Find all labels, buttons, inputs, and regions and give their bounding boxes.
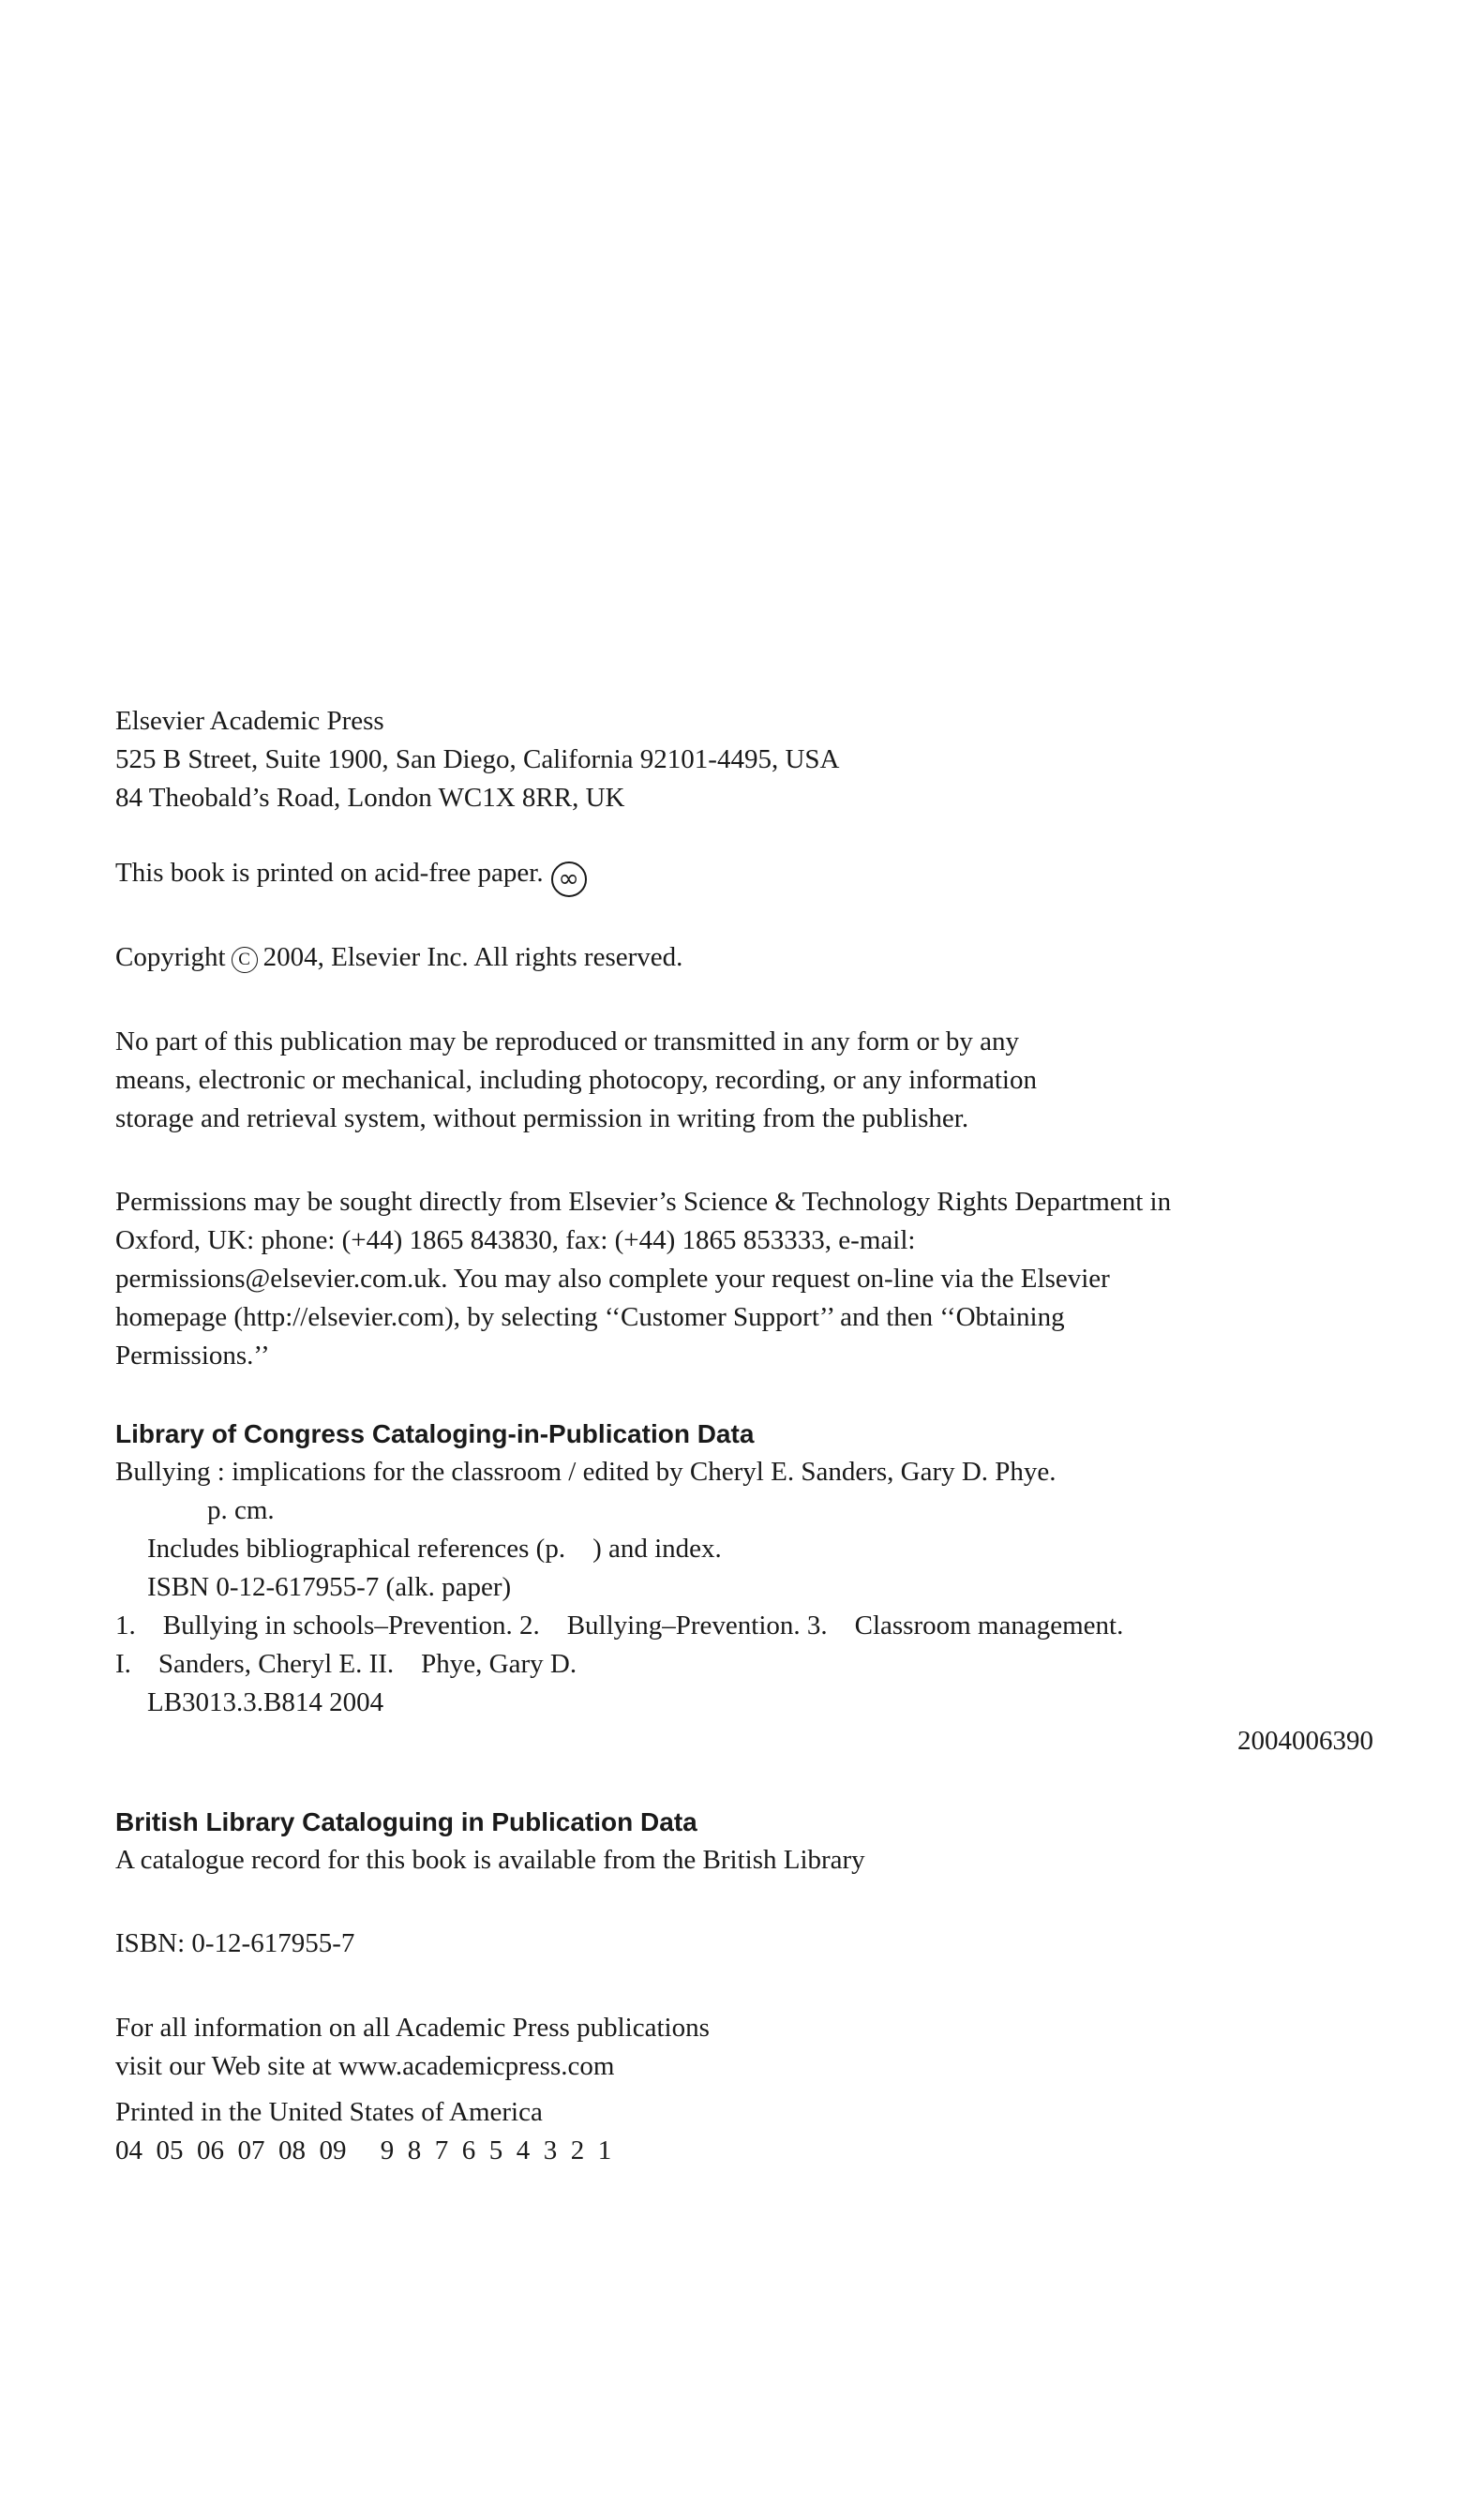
publisher-address-uk: 84 Theobald’s Road, London WC1X 8RR, UK (115, 783, 625, 813)
info-line: For all information on all Academic Press publications (115, 2013, 710, 2043)
publisher-block (115, 702, 1372, 817)
permissions-line: Permissions may be sought directly from Elsevier’s Science & Technology Rights Department in (115, 1187, 1172, 1217)
permissions-line: Permissions.’’ (115, 1341, 270, 1371)
printed-country: Printed in the United States of America (115, 2097, 543, 2127)
bl-heading: British Library Cataloguing in Publication Data (115, 1807, 697, 1836)
no-part-notice (115, 1023, 1372, 1138)
no-part-line: storage and retrieval system, without permission in writing from the publisher. (115, 1103, 969, 1133)
copyright-icon: C (232, 947, 258, 973)
bl-text: A catalogue record for this book is available from the British Library (115, 1845, 865, 1875)
permissions-line: permissions@elsevier.com.uk. You may also complete your request on-line via the Elsevier (115, 1264, 1110, 1294)
bl-cip-block (115, 1803, 1372, 1880)
copyright-text: 2004, Elsevier Inc. All rights reserved. (262, 942, 683, 972)
info-block (115, 2009, 1372, 2086)
loc-pcm: p. cm. (207, 1495, 275, 1525)
copyright-line (115, 938, 1372, 977)
loc-record-number: 2004006390 (1237, 1726, 1373, 1756)
printed-block (115, 2093, 1372, 2170)
publisher-address-us: 525 B Street, Suite 1900, San Diego, California 92101-4495, USA (115, 744, 840, 774)
info-web-line: visit our Web site at www.academicpress.com (115, 2051, 615, 2081)
no-part-line: means, electronic or mechanical, including photocopy, recording, or any information (115, 1065, 1037, 1095)
loc-subjects: 1. Bullying in schools–Prevention. 2. Bullying–Prevention. 3. Classroom management. (115, 1611, 1124, 1641)
loc-authors: I. Sanders, Cheryl E. II. Phye, Gary D. (115, 1649, 577, 1679)
paper-note-text: This book is printed on acid-free paper. (115, 858, 544, 888)
paper-note (115, 854, 1372, 897)
loc-callno: LB3013.3.B814 2004 (147, 1687, 384, 1717)
loc-biblio: Includes bibliographical references (p. ) and index. (147, 1534, 722, 1564)
printing-codes: 04 05 06 07 08 09 9 8 7 6 5 4 3 2 1 (115, 2135, 612, 2165)
loc-heading: Library of Congress Cataloging-in-Publication Data (115, 1419, 755, 1448)
isbn-block (115, 1925, 1372, 1963)
no-part-line: No part of this publication may be reproduced or transmitted in any form or by any (115, 1026, 1019, 1056)
permissions-line: Oxford, UK: phone: (+44) 1865 843830, fax: (+44) 1865 853333, e-mail: (115, 1225, 916, 1255)
copyright-prefix: Copyright (115, 942, 226, 972)
isbn-line: ISBN: 0-12-617955-7 (115, 1928, 355, 1958)
loc-isbn: ISBN 0-12-617955-7 (alk. paper) (147, 1572, 512, 1602)
loc-cip-block (115, 1415, 1372, 1760)
permissions-line: homepage (http://elsevier.com), by selecting ‘‘Customer Support’’ and then ‘‘Obtaining (115, 1302, 1065, 1332)
publisher-name: Elsevier Academic Press (115, 706, 384, 736)
permissions-notice (115, 1183, 1372, 1375)
loc-title-line: Bullying : implications for the classroom / edited by Cheryl E. Sanders, Gary D. Phye. (115, 1457, 1057, 1487)
infinity-icon: ∞ (551, 861, 587, 897)
